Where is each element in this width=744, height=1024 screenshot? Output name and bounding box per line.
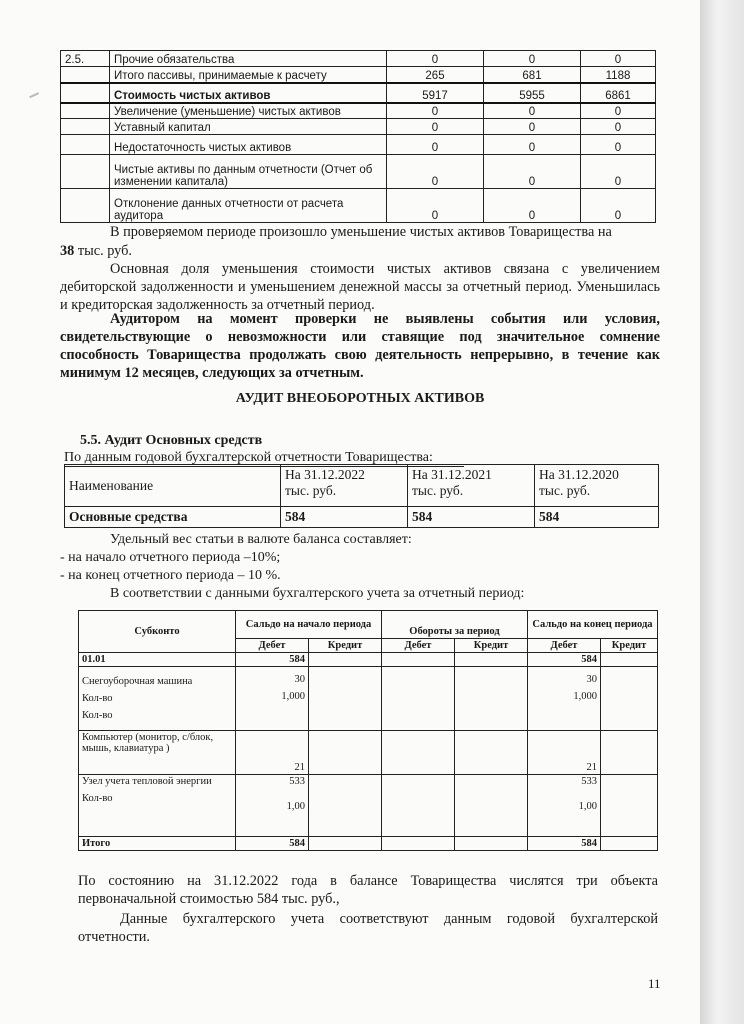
row-value-2: 0 — [484, 51, 581, 67]
row-label-fixed-assets: Основные средства — [65, 507, 281, 528]
net-assets-row — [61, 51, 656, 67]
open-credit-header: Кредит — [309, 639, 382, 653]
account-close-debit: 584 — [528, 653, 601, 667]
col-2021-header: На 31.12.2021 тыс. руб. — [408, 465, 535, 507]
col-subconto: Субконто — [79, 611, 236, 653]
row-value-1: 265 — [387, 67, 484, 83]
fixed-assets-table — [64, 464, 659, 528]
row-value-2: 0 — [484, 135, 581, 155]
row-value-1: 0 — [387, 119, 484, 135]
row-value-1: 0 — [387, 51, 484, 67]
item-snowplow-open: 30 1,000 — [236, 667, 309, 731]
col-closing-balance: Сальдо на конец периода — [528, 611, 658, 639]
share-start: - на начало отчетного периода –10%; — [60, 550, 281, 565]
item-heat-meter-close: 533 1,00 — [528, 775, 601, 837]
item-computer-close: 21 — [528, 731, 601, 775]
turn-credit-header: Кредит — [455, 639, 528, 653]
accounting-line: В соответствии с данными бухгалтерского учета за отчетный период: — [110, 586, 525, 601]
row-value-2: 0 — [484, 103, 581, 119]
turn-debit-header: Дебет — [382, 639, 455, 653]
row-number — [61, 103, 110, 119]
value-2021: 584 — [408, 507, 535, 528]
col-2022-header: На 31.12.2022 тыс. руб. — [281, 465, 408, 507]
share-line: Удельный вес статьи в валюте баланса составляет: — [110, 532, 412, 547]
intro-line: По данным годовой бухгалтерской отчетности Товарищества: — [64, 450, 464, 467]
row-label: Увеличение (уменьшение) чистых активов — [110, 103, 387, 119]
row-number — [61, 189, 110, 223]
total-open-debit: 584 — [236, 837, 309, 851]
item-computer: Компьютер (монитор, с/блок, мышь, клавиатура ) — [79, 731, 236, 775]
row-value-1: 0 — [387, 135, 484, 155]
row-number — [61, 155, 110, 189]
page-number: 11 — [648, 976, 661, 991]
account-code: 01.01 — [79, 653, 236, 667]
row-value-2: 681 — [484, 67, 581, 83]
pen-mark — [29, 92, 41, 102]
item-computer-open: 21 — [236, 731, 309, 775]
row-value-3: 0 — [581, 189, 656, 223]
net-assets-row — [61, 189, 656, 223]
section-heading: АУДИТ ВНЕОБОРОТНЫХ АКТИВОВ — [235, 391, 485, 406]
row-label: Прочие обязательства — [110, 51, 387, 67]
col-turnover: Обороты за период — [382, 611, 528, 639]
net-assets-row — [61, 67, 656, 83]
share-end: - на конец отчетного периода – 10 %. — [60, 568, 281, 583]
net-assets-row — [61, 103, 656, 119]
col-opening-balance: Сальдо на начало периода — [236, 611, 382, 639]
row-number — [61, 83, 110, 103]
paragraph-main-share: Основная доля уменьшения стоимости чистых активов связана с увеличением дебиторской задолженности и уменьшением денежной массы за отчетный период. Уменьшилась и кредиторская задолженность за отчетный период. — [60, 261, 660, 313]
row-value-1: 0 — [387, 189, 484, 223]
item-heat-meter: Узел учета тепловой энергии Кол-во — [79, 775, 236, 837]
net-assets-row — [61, 135, 656, 155]
row-value-2: 5955 — [484, 83, 581, 103]
account-open-debit: 584 — [236, 653, 309, 667]
row-value-3: 6861 — [581, 83, 656, 103]
subsection-heading: 5.5. Аудит Основных средств — [80, 433, 263, 448]
row-value-2: 0 — [484, 155, 581, 189]
row-value-3: 0 — [581, 119, 656, 135]
col-name-header: Наименование — [65, 465, 281, 507]
close-debit-header: Дебет — [528, 639, 601, 653]
row-value-3: 1188 — [581, 67, 656, 83]
ledger-table — [78, 610, 658, 851]
total-label: Итого — [79, 837, 236, 851]
paragraph-conclusion: Данные бухгалтерского учета соответствуют данным годовой бухгалтерской отчетности. — [78, 911, 658, 945]
row-label: Уставный капитал — [110, 119, 387, 135]
row-value-2: 0 — [484, 119, 581, 135]
page-edge — [700, 0, 744, 1024]
row-label: Отклонение данных отчетности от расчета аудитора — [110, 189, 387, 223]
value-2022: 584 — [281, 507, 408, 528]
net-assets-table — [60, 50, 656, 223]
paragraph-decrease: В проверяемом периоде произошло уменьшение чистых активов Товарищества на — [110, 224, 612, 240]
row-label: Недостаточность чистых активов — [110, 135, 387, 155]
col-2020-header: На 31.12.2020 тыс. руб. — [535, 465, 659, 507]
open-debit-header: Дебет — [236, 639, 309, 653]
row-label: Итого пассивы, принимаемые к расчету — [110, 67, 387, 83]
net-assets-row — [61, 119, 656, 135]
net-assets-row — [61, 83, 656, 103]
item-snowplow-close: 30 1,000 — [528, 667, 601, 731]
row-value-3: 0 — [581, 103, 656, 119]
row-value-1: 0 — [387, 103, 484, 119]
row-value-2: 0 — [484, 189, 581, 223]
paragraph-decrease-cont: 38 тыс. руб. — [60, 243, 132, 259]
row-label: Стоимость чистых активов — [110, 83, 387, 103]
row-value-1: 0 — [387, 155, 484, 189]
item-heat-meter-open: 533 1,00 — [236, 775, 309, 837]
row-value-3: 0 — [581, 155, 656, 189]
row-number — [61, 119, 110, 135]
row-number — [61, 67, 110, 83]
net-assets-row — [61, 155, 656, 189]
row-value-3: 0 — [581, 135, 656, 155]
total-close-debit: 584 — [528, 837, 601, 851]
row-number: 2.5. — [61, 51, 110, 67]
row-value-3: 0 — [581, 51, 656, 67]
row-number — [61, 135, 110, 155]
item-snowplow: Снегоуборочная машина Кол-во Кол-во — [79, 667, 236, 731]
row-value-1: 5917 — [387, 83, 484, 103]
row-label: Чистые активы по данным отчетности (Отчет об изменении капитала) — [110, 155, 387, 189]
close-credit-header: Кредит — [601, 639, 658, 653]
paragraph-three-objects: По состоянию на 31.12.2022 года в балансе Товарищества числятся три объекта первоначальной стоимостью 584 тыс. руб., — [78, 873, 658, 907]
value-2020: 584 — [535, 507, 659, 528]
paragraph-going-concern: Аудитором на момент проверки не выявлены события или условия, свидетельствующие о невозможности или ставящие под значительное сомнение способность Товарищества продолжать свою деятельность непрерывно, в течение как минимум 12 месяцев, следующих за отчетным. — [60, 311, 660, 381]
